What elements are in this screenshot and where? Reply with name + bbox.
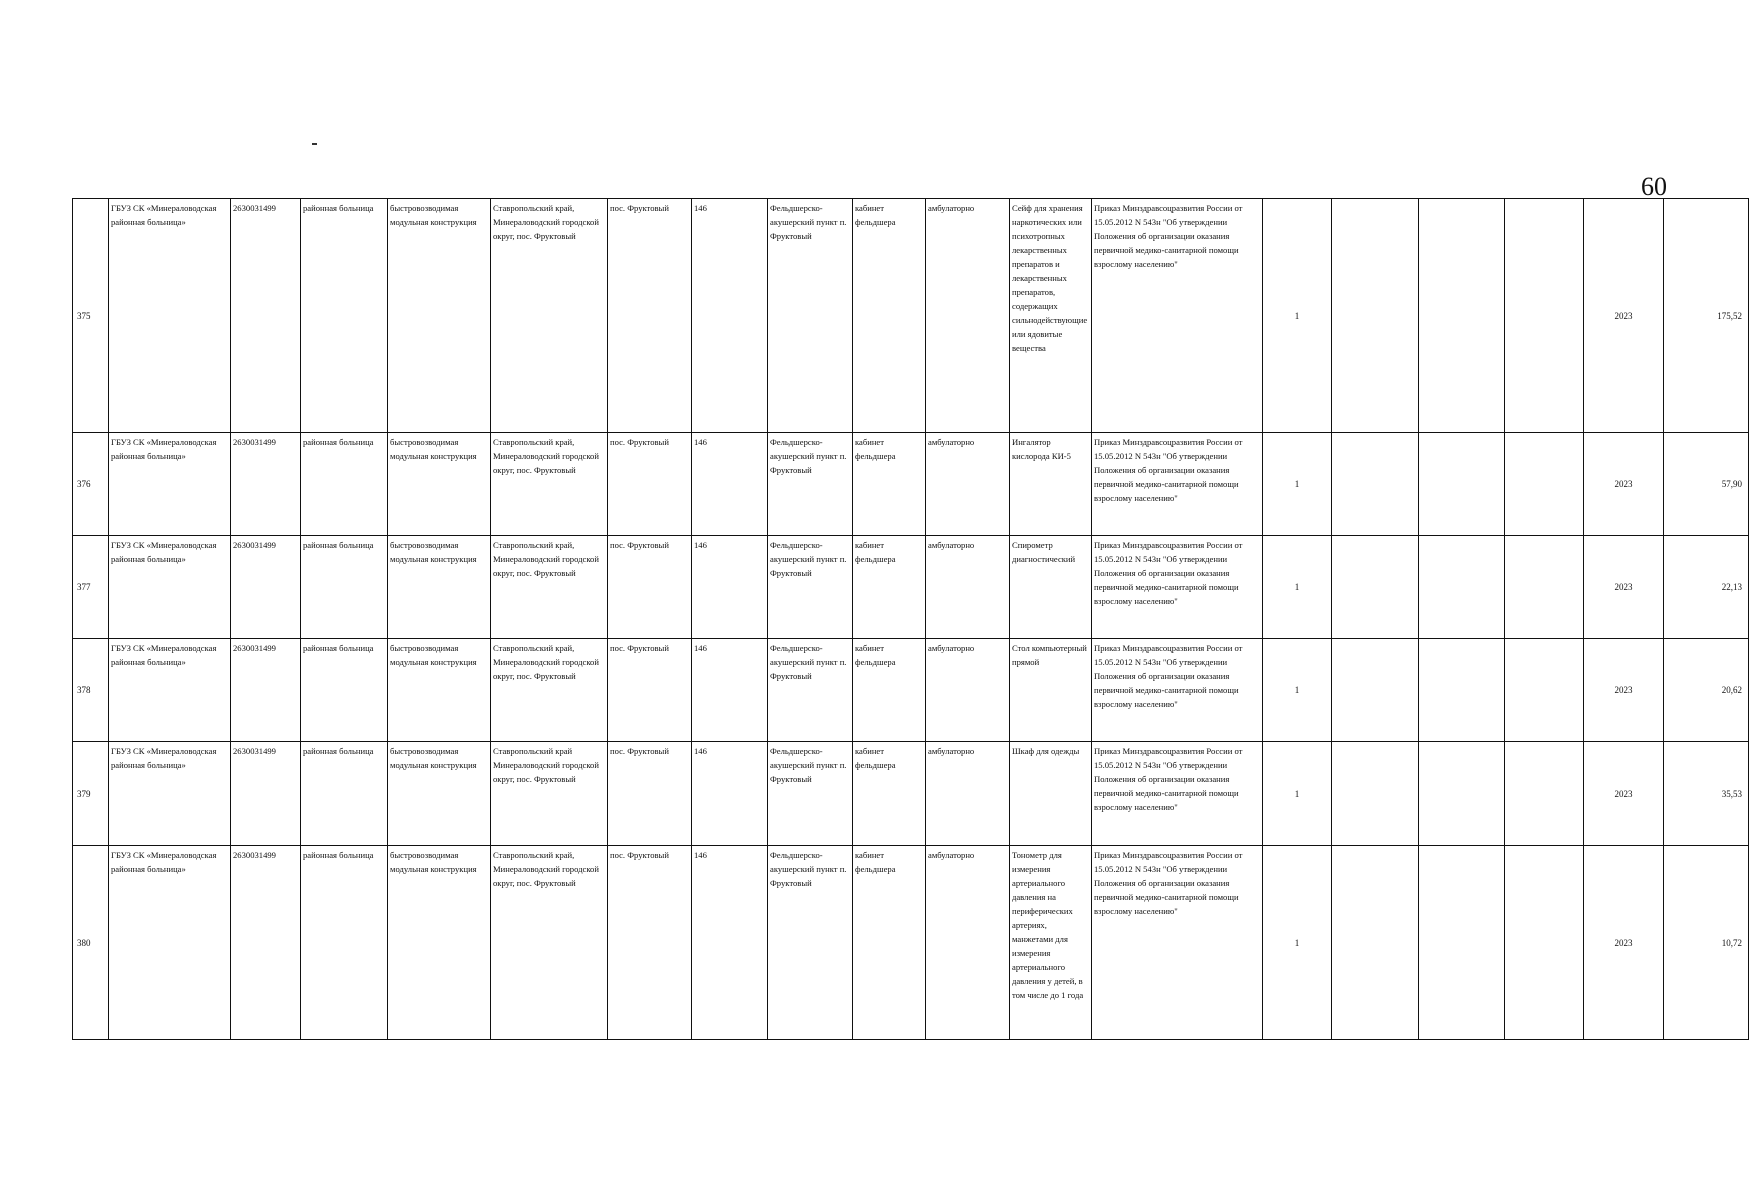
empty-cell (1505, 846, 1584, 1040)
regulation-order: Приказ Минздравсоцразвития России от 15.05.2012 N 543н "Об утверждении Положения об организации оказания первичной медико-санитарной помощи взрослому населению" (1092, 742, 1263, 846)
year: 2023 (1584, 639, 1664, 742)
construction-type: быстровозводимая модульная конструкция (388, 846, 491, 1040)
empty-cell (1505, 742, 1584, 846)
inn: 2630031499 (231, 433, 301, 536)
construction-type: быстровозводимая модульная конструкция (388, 433, 491, 536)
row-number: 378 (73, 639, 109, 742)
quantity: 1 (1263, 846, 1332, 1040)
equipment-name: Ингалятор кислорода КИ-5 (1010, 433, 1092, 536)
quantity: 1 (1263, 536, 1332, 639)
medical-unit: Фельдшерско-акушерский пункт п. Фруктовый (768, 742, 853, 846)
table-row (73, 433, 1749, 536)
equipment-name: Спирометр диагностический (1010, 536, 1092, 639)
inn: 2630031499 (231, 639, 301, 742)
facility-type: районная больница (301, 199, 388, 433)
row-number: 377 (73, 536, 109, 639)
price: 175,52 (1664, 199, 1749, 433)
population: 146 (692, 433, 768, 536)
address: Ставропольский край, Минераловодский городской округ, пос. Фруктовый (491, 639, 608, 742)
facility-type: районная больница (301, 639, 388, 742)
quantity: 1 (1263, 639, 1332, 742)
medical-unit: Фельдшерско-акушерский пункт п. Фруктовый (768, 199, 853, 433)
organization: ГБУЗ СК «Минераловодская районная больница» (109, 742, 231, 846)
organization: ГБУЗ СК «Минераловодская районная больница» (109, 846, 231, 1040)
medical-unit: Фельдшерско-акушерский пункт п. Фруктовый (768, 846, 853, 1040)
table-row (73, 536, 1749, 639)
regulation-order: Приказ Минздравсоцразвития России от 15.05.2012 N 543н "Об утверждении Положения об организации оказания первичной медико-санитарной помощи взрослому населению" (1092, 639, 1263, 742)
equipment-table (72, 198, 1749, 1040)
population: 146 (692, 199, 768, 433)
year: 2023 (1584, 742, 1664, 846)
equipment-name: Шкаф для одежды (1010, 742, 1092, 846)
care-type: амбулаторно (926, 846, 1010, 1040)
empty-cell (1332, 433, 1419, 536)
empty-cell (1332, 199, 1419, 433)
medical-unit: Фельдшерско-акушерский пункт п. Фруктовый (768, 433, 853, 536)
price: 20,62 (1664, 639, 1749, 742)
construction-type: быстровозводимая модульная конструкция (388, 199, 491, 433)
organization: ГБУЗ СК «Минераловодская районная больница» (109, 536, 231, 639)
empty-cell (1419, 639, 1505, 742)
quantity: 1 (1263, 199, 1332, 433)
construction-type: быстровозводимая модульная конструкция (388, 639, 491, 742)
settlement: пос. Фруктовый (608, 433, 692, 536)
table-row (73, 639, 1749, 742)
regulation-order: Приказ Минздравсоцразвития России от 15.05.2012 N 543н "Об утверждении Положения об организации оказания первичной медико-санитарной помощи взрослому населению" (1092, 199, 1263, 433)
row-number: 380 (73, 846, 109, 1040)
regulation-order: Приказ Минздравсоцразвития России от 15.05.2012 N 543н "Об утверждении Положения об организации оказания первичной медико-санитарной помощи взрослому населению" (1092, 433, 1263, 536)
row-number: 376 (73, 433, 109, 536)
year: 2023 (1584, 433, 1664, 536)
address: Ставропольский край, Минераловодский городской округ, пос. Фруктовый (491, 433, 608, 536)
year: 2023 (1584, 199, 1664, 433)
room: кабинет фельдшера (853, 639, 926, 742)
settlement: пос. Фруктовый (608, 199, 692, 433)
inn: 2630031499 (231, 536, 301, 639)
quantity: 1 (1263, 742, 1332, 846)
inn: 2630031499 (231, 742, 301, 846)
room: кабинет фельдшера (853, 199, 926, 433)
empty-cell (1332, 536, 1419, 639)
care-type: амбулаторно (926, 742, 1010, 846)
facility-type: районная больница (301, 846, 388, 1040)
empty-cell (1332, 639, 1419, 742)
empty-cell (1332, 846, 1419, 1040)
row-number: 379 (73, 742, 109, 846)
empty-cell (1419, 846, 1505, 1040)
table-row (73, 199, 1749, 433)
empty-cell (1419, 433, 1505, 536)
care-type: амбулаторно (926, 199, 1010, 433)
empty-cell (1505, 536, 1584, 639)
regulation-order: Приказ Минздравсоцразвития России от 15.05.2012 N 543н "Об утверждении Положения об организации оказания первичной медико-санитарной помощи взрослому населению" (1092, 536, 1263, 639)
population: 146 (692, 639, 768, 742)
settlement: пос. Фруктовый (608, 742, 692, 846)
organization: ГБУЗ СК «Минераловодская районная больница» (109, 433, 231, 536)
room: кабинет фельдшера (853, 536, 926, 639)
population: 146 (692, 742, 768, 846)
scan-speck (312, 143, 317, 145)
equipment-name: Сейф для хранения наркотических или психотропных лекарственных препаратов и лекарственных препаратов, содержащих сильнодействующие или ядовитые вещества (1010, 199, 1092, 433)
empty-cell (1505, 433, 1584, 536)
settlement: пос. Фруктовый (608, 846, 692, 1040)
equipment-name: Тонометр для измерения артериального давления на периферических артериях, манжетами для измерения артериального давления у детей, в том числе до 1 года (1010, 846, 1092, 1040)
table-row (73, 742, 1749, 846)
facility-type: районная больница (301, 536, 388, 639)
inn: 2630031499 (231, 199, 301, 433)
page-number: 60 (1641, 172, 1667, 201)
population: 146 (692, 846, 768, 1040)
inn: 2630031499 (231, 846, 301, 1040)
facility-type: районная больница (301, 433, 388, 536)
organization: ГБУЗ СК «Минераловодская районная больница» (109, 199, 231, 433)
address: Ставропольский край, Минераловодский городской округ, пос. Фруктовый (491, 536, 608, 639)
care-type: амбулаторно (926, 639, 1010, 742)
medical-unit: Фельдшерско-акушерский пункт п. Фруктовый (768, 639, 853, 742)
address: Ставропольский край, Минераловодский городской округ, пос. Фруктовый (491, 199, 608, 433)
row-number: 375 (73, 199, 109, 433)
construction-type: быстровозводимая модульная конструкция (388, 742, 491, 846)
settlement: пос. Фруктовый (608, 536, 692, 639)
empty-cell (1419, 536, 1505, 639)
regulation-order: Приказ Минздравсоцразвития России от 15.05.2012 N 543н "Об утверждении Положения об организации оказания первичной медико-санитарной помощи взрослому населению" (1092, 846, 1263, 1040)
empty-cell (1332, 742, 1419, 846)
price: 35,53 (1664, 742, 1749, 846)
empty-cell (1505, 199, 1584, 433)
table-row (73, 846, 1749, 1040)
medical-unit: Фельдшерско-акушерский пункт п. Фруктовый (768, 536, 853, 639)
address: Ставропольский край, Минераловодский городской округ, пос. Фруктовый (491, 846, 608, 1040)
population: 146 (692, 536, 768, 639)
year: 2023 (1584, 846, 1664, 1040)
room: кабинет фельдшера (853, 846, 926, 1040)
care-type: амбулаторно (926, 433, 1010, 536)
construction-type: быстровозводимая модульная конструкция (388, 536, 491, 639)
quantity: 1 (1263, 433, 1332, 536)
room: кабинет фельдшера (853, 433, 926, 536)
empty-cell (1419, 742, 1505, 846)
empty-cell (1505, 639, 1584, 742)
care-type: амбулаторно (926, 536, 1010, 639)
year: 2023 (1584, 536, 1664, 639)
address: Ставропольский край Минераловодский городской округ, пос. Фруктовый (491, 742, 608, 846)
empty-cell (1419, 199, 1505, 433)
settlement: пос. Фруктовый (608, 639, 692, 742)
facility-type: районная больница (301, 742, 388, 846)
organization: ГБУЗ СК «Минераловодская районная больница» (109, 639, 231, 742)
price: 57,90 (1664, 433, 1749, 536)
room: кабинет фельдшера (853, 742, 926, 846)
price: 22,13 (1664, 536, 1749, 639)
price: 10,72 (1664, 846, 1749, 1040)
equipment-name: Стол компьютерный прямой (1010, 639, 1092, 742)
